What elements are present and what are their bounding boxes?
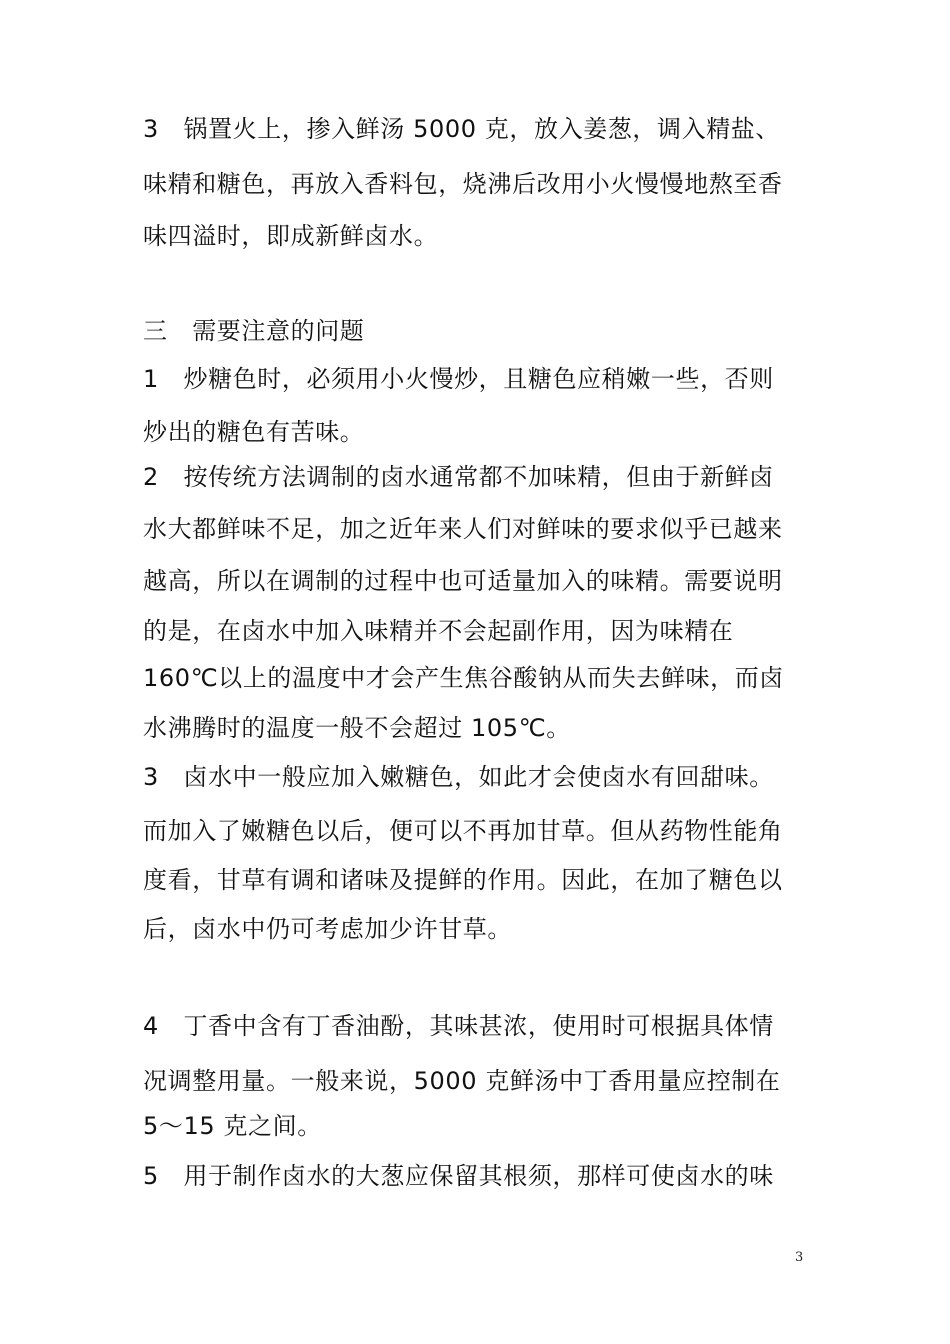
text-line: 味精和糖色，再放入香料包，烧沸后改用小火慢慢地熬至香 bbox=[143, 170, 783, 198]
text-line: 越高，所以在调制的过程中也可适量加入的味精。需要说明 bbox=[143, 567, 783, 595]
text-line: 2 按传统方法调制的卤水通常都不加味精，但由于新鲜卤 bbox=[143, 463, 774, 491]
section-heading: 三 需要注意的问题 bbox=[143, 317, 365, 345]
text-line: 5 用于制作卤水的大葱应保留其根须，那样可使卤水的味 bbox=[143, 1162, 774, 1190]
text-line: 3 卤水中一般应加入嫩糖色，如此才会使卤水有回甜味。 bbox=[143, 763, 774, 791]
text-line: 的是，在卤水中加入味精并不会起副作用，因为味精在 bbox=[143, 617, 734, 645]
text-line: 水大都鲜味不足，加之近年来人们对鲜味的要求似乎已越来 bbox=[143, 515, 783, 543]
text-line: 而加入了嫩糖色以后，便可以不再加甘草。但从药物性能角 bbox=[143, 817, 783, 845]
text-line: 况调整用量。一般来说，5000 克鲜汤中丁香用量应控制在 bbox=[143, 1067, 781, 1095]
text-line: 后，卤水中仍可考虑加少许甘草。 bbox=[143, 915, 512, 943]
text-line: 4 丁香中含有丁香油酚，其味甚浓，使用时可根据具体情 bbox=[143, 1012, 774, 1040]
page-number: 3 bbox=[795, 1250, 804, 1265]
text-line: 3 锅置火上，掺入鲜汤 5000 克，放入姜葱，调入精盐、 bbox=[143, 115, 781, 143]
text-line: 味四溢时，即成新鲜卤水。 bbox=[143, 222, 439, 250]
text-line: 水沸腾时的温度一般不会超过 105℃。 bbox=[143, 714, 571, 742]
text-line: 160℃以上的温度中才会产生焦谷酸钠从而失去鲜味，而卤 bbox=[143, 664, 784, 692]
text-line: 5～15 克之间。 bbox=[143, 1112, 322, 1140]
text-line: 炒出的糖色有苦味。 bbox=[143, 418, 365, 446]
text-line: 度看，甘草有调和诸味及提鲜的作用。因此，在加了糖色以 bbox=[143, 866, 783, 894]
text-line: 1 炒糖色时，必须用小火慢炒，且糖色应稍嫩一些，否则 bbox=[143, 365, 774, 393]
